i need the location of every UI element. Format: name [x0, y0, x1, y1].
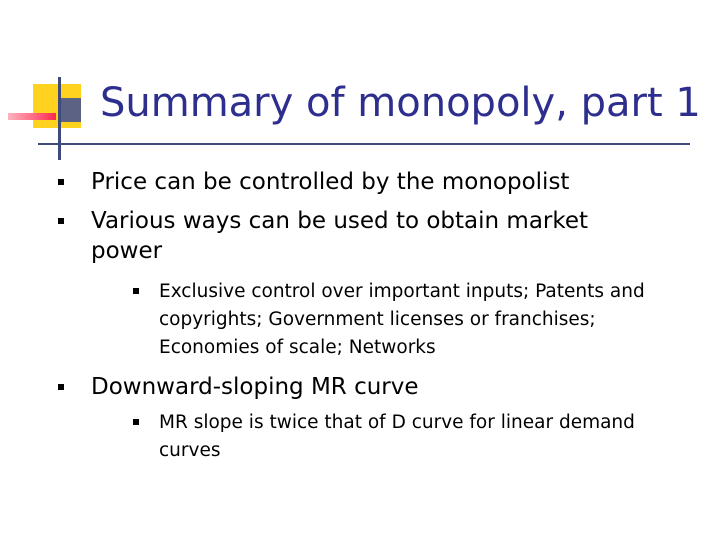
- bullet-text: Price can be controlled by the monopolist: [91, 169, 570, 195]
- sub-bullet-item: [133, 278, 678, 362]
- logo-blue-square: [59, 98, 81, 122]
- square-bullet-icon: [133, 419, 139, 425]
- square-bullet-icon: [58, 384, 64, 390]
- sub-bullet-text: MR slope is twice that of D curve for linear demand curves: [159, 412, 635, 461]
- bullet-text: Downward-sloping MR curve: [91, 374, 419, 400]
- bullet-text: Various ways can be used to obtain market power: [91, 208, 589, 264]
- square-bullet-icon: [58, 179, 64, 185]
- bullet-item: [58, 206, 668, 266]
- bullet-item: [58, 372, 668, 402]
- bullet-item: [58, 167, 668, 197]
- logo-red-bar: [8, 113, 56, 120]
- title-divider: [38, 143, 690, 145]
- slide-title: Summary of monopoly, part 1: [100, 80, 701, 126]
- logo-vertical-line: [58, 77, 61, 160]
- sub-bullet-item: [133, 409, 678, 465]
- square-bullet-icon: [133, 288, 139, 294]
- square-bullet-icon: [58, 218, 64, 224]
- sub-bullet-text: Exclusive control over important inputs; Patents and copyrights; Government licenses or franchises; Economies of scale; Networks: [159, 281, 645, 358]
